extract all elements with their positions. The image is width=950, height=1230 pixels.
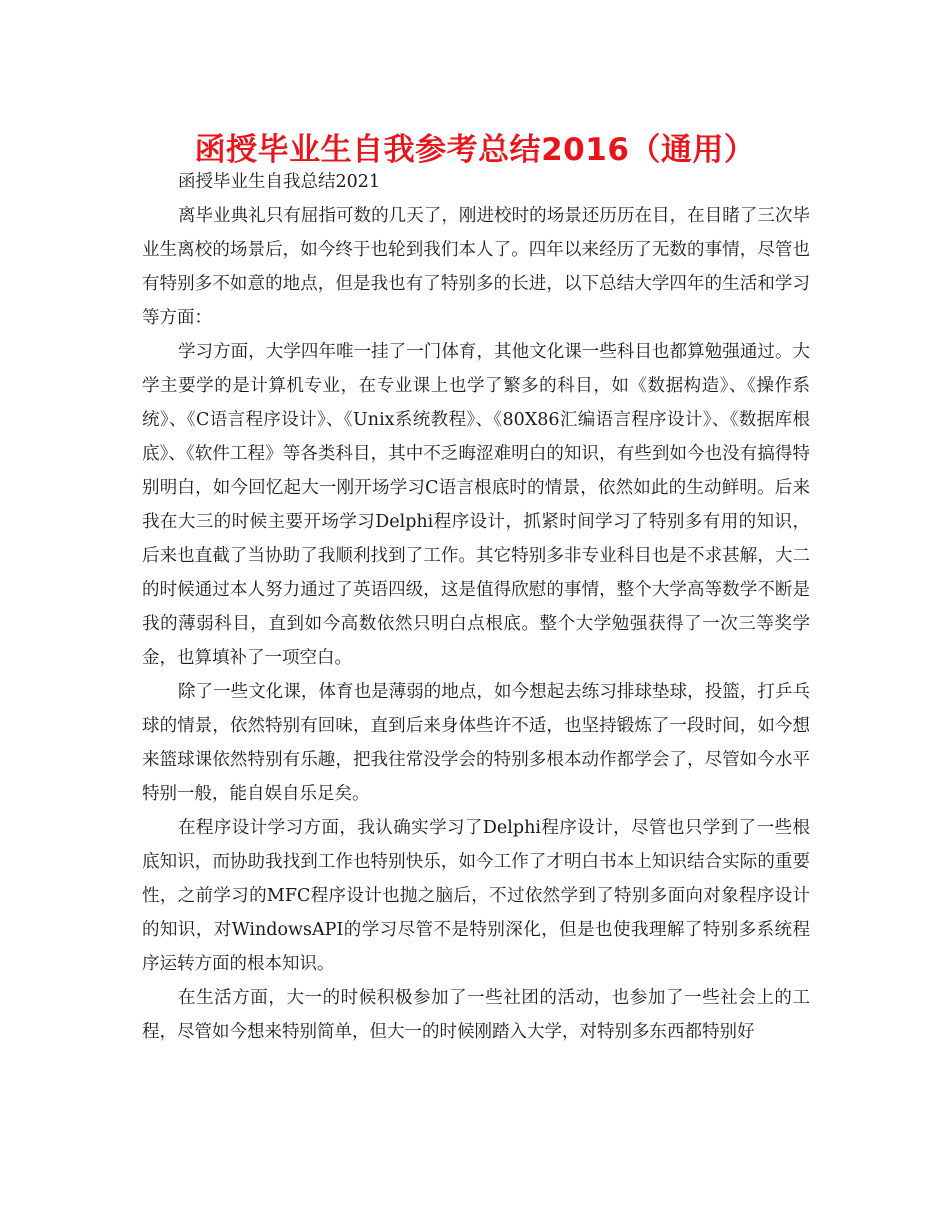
page-title: 函授毕业生自我参考总结2016（通用） xyxy=(194,132,756,168)
document-subtitle: 函授毕业生自我总结2021 xyxy=(178,172,381,192)
paragraph-life: 在生活方面，大一的时候积极参加了一些社团的活动，也参加了一些社会上的工程，尽管如今想来特别简单，但大一的时候刚踏入大学，对特别多东西都特别好 xyxy=(142,988,810,1042)
paragraph-study: 学习方面，大学四年唯一挂了一门体育，其他文化课一些科目也都算勉强通过。大学主要学的是计算机专业，在专业课上也学了繁多的科目，如《数据构造》、《操作系统》、《C语言程序设计》、《Unix系统教程》、《80X86汇编语言程序设计》、《数据库根底》、《软件工程》等各类科目，其中不乏晦涩难明白的知识，有些到如今也没有搞得特别明白，如今回忆起大一刚开场学习C语言根底时的情景，依然如此的生动鲜明。后来我在大三的时候主要开场学习Delphi程序设计，抓紧时间学习了特别多有用的知识，后来也直截了当协助了我顺利找到了工作。其它特别多非专业科目也是不求甚解，大二的时候通过本人努力通过了英语四级，这是值得欣慰的事情，整个大学高等数学不断是我的薄弱科目，直到如今高数依然只明白点根底。整个大学勉强获得了一次三等奖学金，也算填补了一项空白。 xyxy=(142,342,810,668)
paragraph-programming: 在程序设计学习方面，我认确实学习了Delphi程序设计，尽管也只学到了一些根底知识，而协助我找到工作也特别快乐，如今工作了才明白书本上知识结合实际的重要性，之前学习的MFC程序设计也抛之脑后，不过依然学到了特别多面向对象程序设计的知识，对WindowsAPI的学习尽管不是特别深化，但是也使我理解了特别多系统程序运转方面的根本知识。 xyxy=(142,818,810,974)
document-body xyxy=(142,165,810,1049)
paragraph-sports: 除了一些文化课，体育也是薄弱的地点，如今想起去练习排球垫球，投篮，打乒乓球的情景，依然特别有回味，直到后来身体些许不适，也坚持锻炼了一段时间，如今想来篮球课依然特别有乐趣，把我往常没学会的特别多根本动作都学会了，尽管如今水平特别一般，能自娱自乐足矣。 xyxy=(142,682,810,804)
paragraph-intro: 离毕业典礼只有屈指可数的几天了，刚进校时的场景还历历在目，在目睹了三次毕业生离校的场景后，如今终于也轮到我们本人了。四年以来经历了无数的事情，尽管也有特别多不如意的地点，但是我也有了特别多的长进，以下总结大学四年的生活和学习等方面： xyxy=(142,206,810,328)
